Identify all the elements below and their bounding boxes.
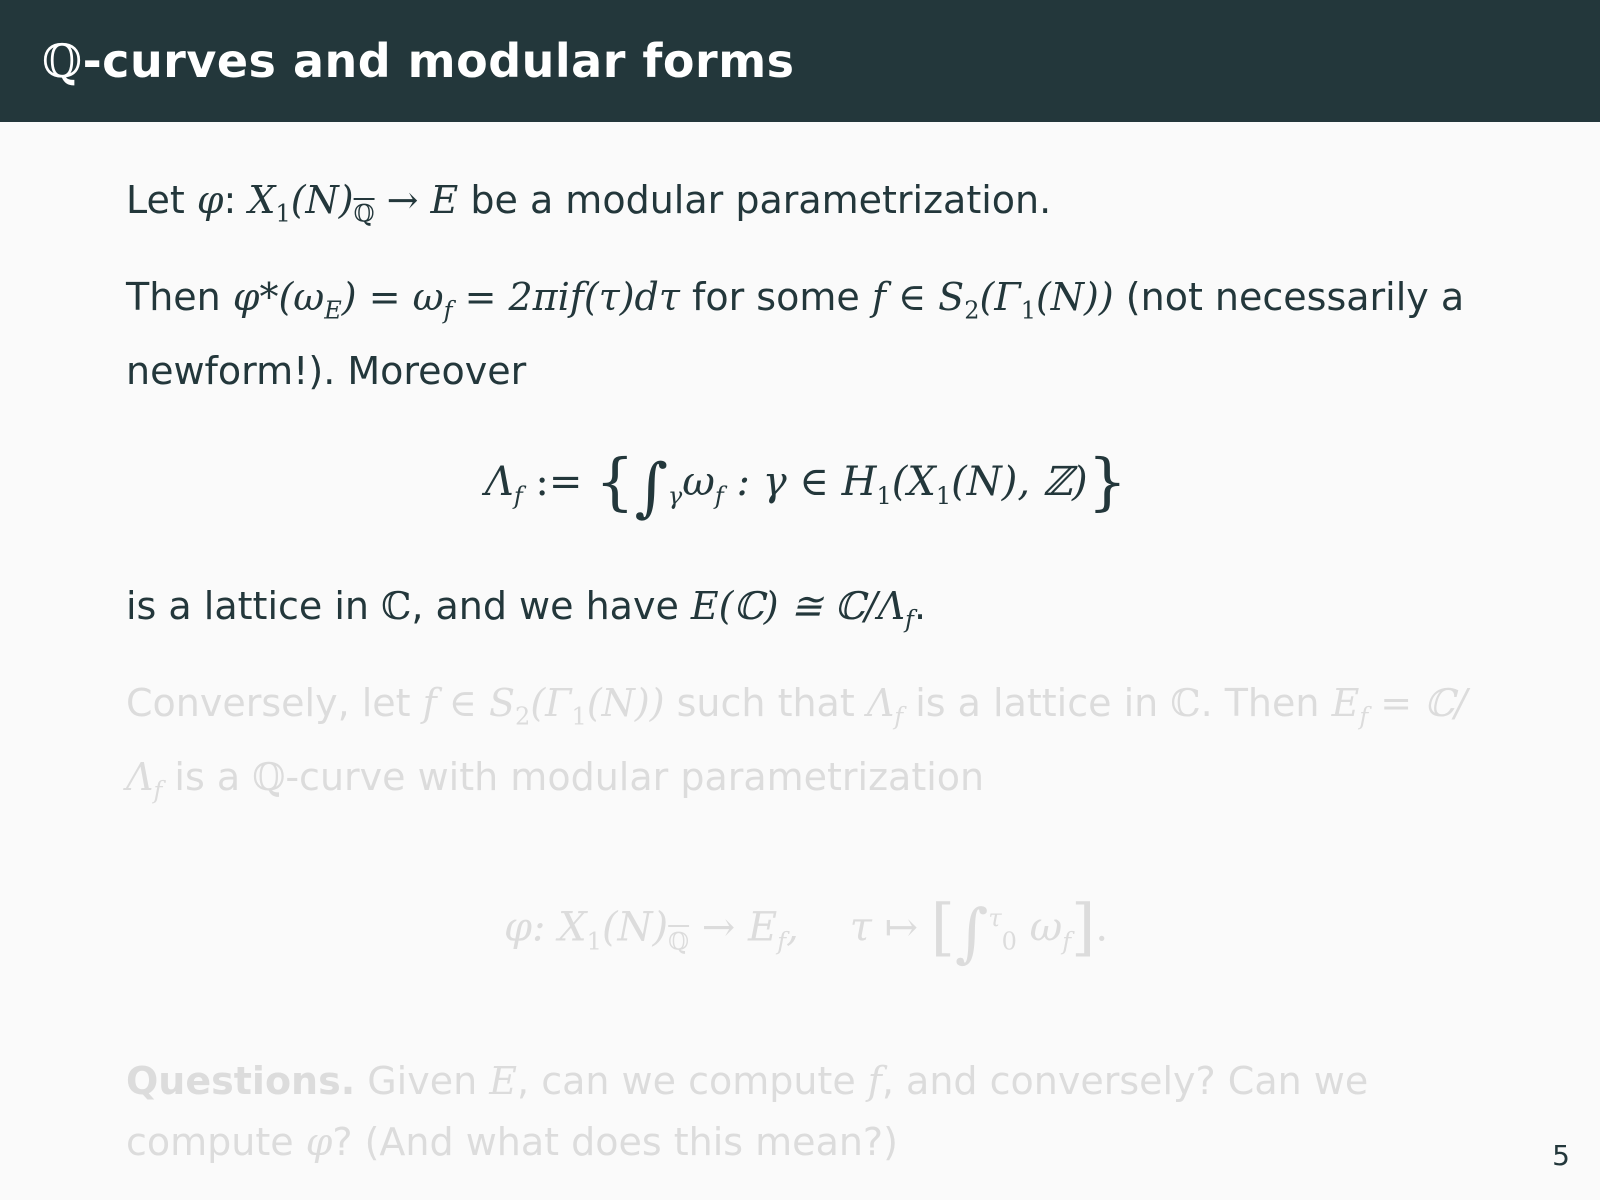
math-phi: φ: [196, 178, 224, 222]
text: , can we compute: [517, 1059, 868, 1104]
text: is a lattice in: [903, 680, 1171, 725]
math-sub: 0: [1001, 927, 1017, 956]
text: , and conversely? Can we compute: [126, 1059, 1369, 1165]
math-sub: f: [513, 482, 523, 511]
math: (N), ℤ): [951, 459, 1088, 506]
text: Then: [126, 274, 233, 319]
slide-content: [126, 170, 1486, 1195]
text: be a modular parametrization.: [458, 178, 1052, 222]
text: Let: [126, 178, 197, 222]
text: (not necessarily a newform!). Moreover: [126, 274, 1465, 394]
math-sub: f: [1359, 702, 1369, 731]
math-sub: f: [894, 702, 904, 731]
paragraph-pullback: [126, 267, 1486, 403]
math: E(ℂ) ≅ ℂ/Λ: [690, 584, 906, 629]
math-sub: f: [1062, 927, 1072, 956]
math-n: (N): [290, 178, 354, 222]
math: Λ: [484, 459, 514, 506]
math: φ: [305, 1120, 333, 1165]
math-qbar: ℚ: [668, 927, 690, 956]
math-arrow: →: [374, 178, 431, 222]
math-sub: 2: [515, 702, 531, 731]
text: Given: [355, 1059, 490, 1104]
math: (N)): [586, 680, 665, 725]
math-sub: 1: [275, 199, 291, 228]
math: (Γ: [530, 680, 572, 725]
math-sub: 1: [935, 482, 952, 511]
paragraph-parametrization: [126, 170, 1486, 245]
text: , and we have: [411, 584, 691, 629]
title-blackboard-q: ℚ: [42, 34, 83, 88]
page-number: 5: [1552, 1139, 1570, 1172]
math-sub: 2: [964, 296, 980, 325]
math-sub: 1: [571, 702, 587, 731]
display-lattice-definition: [126, 442, 1486, 536]
math-bracket: ]: [1071, 890, 1096, 964]
text: such that: [664, 680, 867, 725]
math-brace: {: [595, 445, 635, 519]
math-sub: 1: [586, 927, 602, 956]
text: :: [223, 178, 249, 222]
math: = ℂ/Λ: [126, 680, 1468, 800]
title-text: -curves and modular forms: [82, 34, 795, 88]
math: (X: [891, 459, 936, 506]
paragraph-questions: [126, 1051, 1486, 1173]
math: ω: [1016, 904, 1063, 951]
integral-icon: ∫: [634, 451, 668, 526]
math: ℚ: [252, 755, 286, 800]
math: ,: [786, 904, 799, 951]
math-sub: 1: [1020, 296, 1036, 325]
math: → E: [689, 904, 778, 951]
math: f: [867, 1059, 882, 1104]
math: (Γ: [979, 274, 1021, 319]
math: ℂ: [381, 584, 412, 629]
math-sub: E: [324, 296, 342, 325]
math-sub: f: [905, 605, 914, 634]
math: φ*(ω: [232, 274, 325, 319]
display-parametrization-map: [126, 878, 1486, 981]
math: ) = ω: [341, 274, 444, 319]
math-sub: f: [443, 296, 453, 325]
math: (N): [601, 904, 669, 951]
math: .: [1095, 904, 1109, 951]
math: f ∈ S: [871, 274, 965, 319]
math: E: [489, 1059, 518, 1104]
math: ℂ: [1170, 680, 1201, 725]
math-bracket: [: [930, 890, 955, 964]
text: ? (And what does this mean?): [332, 1120, 898, 1165]
text: . Then: [1200, 680, 1332, 725]
math-sub: f: [777, 927, 787, 956]
text: for some: [679, 274, 872, 319]
math: φ: [503, 904, 532, 951]
math-qbar: ℚ: [353, 199, 375, 228]
text: is a: [162, 755, 253, 800]
text: Conversely, let: [126, 680, 423, 725]
math-brace: }: [1087, 445, 1128, 519]
text: is a lattice in: [126, 584, 382, 629]
math-sub: f: [153, 776, 163, 805]
paragraph-conversely: [126, 673, 1486, 822]
text: -curve with modular parametrization: [285, 755, 985, 800]
math-sup: τ: [988, 903, 1002, 932]
math-sub: γ: [667, 482, 683, 511]
paragraph-lattice: [126, 576, 1486, 651]
math: E: [1331, 680, 1360, 725]
math: ω: [682, 459, 715, 506]
math: :=: [522, 459, 596, 506]
math-sub: 1: [876, 482, 892, 511]
math: : γ ∈ H: [723, 459, 877, 506]
math: f ∈ S: [422, 680, 516, 725]
math: (N)): [1035, 274, 1114, 319]
math-x: X: [248, 178, 276, 222]
math-sub: f: [714, 482, 724, 511]
questions-label: Questions.: [126, 1059, 356, 1104]
integral-icon: ∫: [954, 896, 989, 971]
math: Λ: [866, 680, 895, 725]
math: : X: [531, 904, 587, 951]
text: .: [913, 584, 927, 629]
slide-title: [0, 0, 1600, 122]
math: = 2πif(τ)dτ: [452, 274, 680, 319]
math-e: E: [430, 178, 459, 222]
math: τ ↦: [849, 904, 931, 951]
